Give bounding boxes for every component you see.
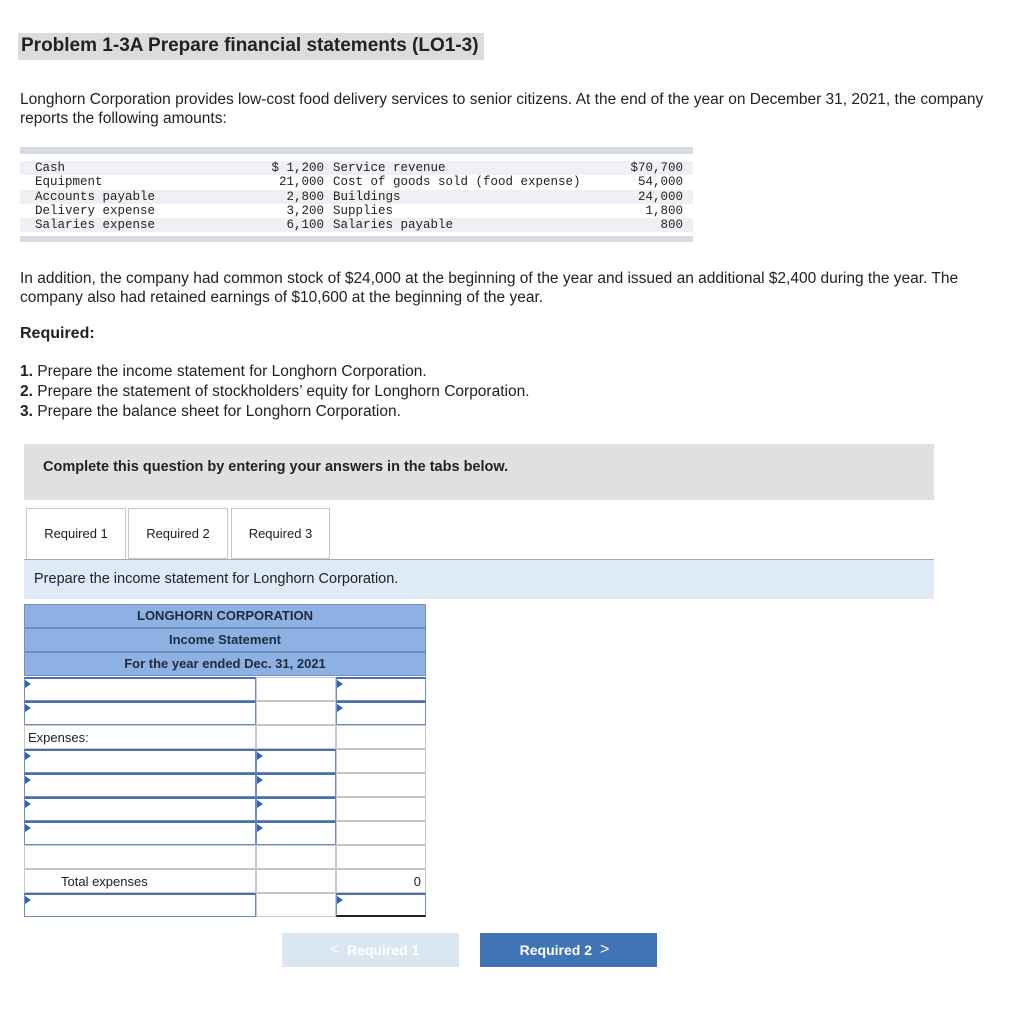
tab-required-1[interactable]: Required 1: [26, 508, 126, 559]
requirements-list: [20, 362, 530, 422]
table-row: [24, 869, 426, 893]
revenue-amount-input[interactable]: [336, 677, 426, 701]
expense-account-select-4[interactable]: [24, 821, 256, 845]
revenue-amount-input-2[interactable]: [336, 701, 426, 725]
prev-required-button[interactable]: < Required 1: [282, 933, 459, 967]
revenue-account-select[interactable]: [24, 677, 256, 701]
net-income-input[interactable]: [336, 893, 426, 917]
tab-required-2[interactable]: Required 2: [128, 508, 228, 559]
account-name: Equipment: [35, 175, 103, 190]
table-row: [24, 845, 426, 869]
tab-instruction: Prepare the income statement for Longhorn Corporation.: [24, 560, 934, 599]
table-row: [24, 893, 426, 917]
net-income-select[interactable]: [24, 893, 256, 917]
account-name: Cost of goods sold (food expense): [333, 175, 581, 190]
requirement-2: 2. Prepare the statement of stockholders’ equity for Longhorn Corporation.: [20, 383, 530, 400]
statement-company: LONGHORN CORPORATION: [24, 604, 426, 628]
table-row: [24, 725, 426, 749]
account-name: Accounts payable: [35, 189, 156, 204]
account-name: Supplies: [333, 203, 394, 218]
account-amount: 21,000: [278, 175, 324, 190]
table-row: [24, 677, 426, 701]
table-row: [24, 797, 426, 821]
account-name: Salaries expense: [35, 218, 156, 233]
chevron-right-icon: >: [600, 941, 610, 958]
table-row: [24, 821, 426, 845]
account-name: Delivery expense: [35, 203, 156, 218]
additional-info: In addition, the company had common stock of $24,000 at the beginning of the year and issued an additional $2,400 during the year. The company also had retained earnings of $10,600 at the beginning of the year.: [20, 270, 959, 306]
account-amount: 24,000: [637, 189, 683, 204]
revenue-account-select-2[interactable]: [24, 701, 256, 725]
expense-account-select-3[interactable]: [24, 797, 256, 821]
chevron-left-icon: <: [329, 941, 339, 958]
account-name: Buildings: [333, 189, 401, 204]
total-expenses-label: Total expenses: [61, 874, 148, 889]
account-data-table: [20, 147, 693, 242]
expense-amount-input-1[interactable]: [256, 749, 336, 773]
account-amount: 3,200: [286, 203, 324, 218]
account-amount: $70,700: [630, 161, 683, 175]
requirement-1: 1. Prepare the income statement for Longhorn Corporation.: [20, 363, 427, 380]
expense-amount-input-3[interactable]: [256, 797, 336, 821]
statement-name: Income Statement: [24, 628, 426, 652]
expense-account-select-1[interactable]: [24, 749, 256, 773]
account-name: Cash: [35, 161, 66, 175]
expense-amount-input-2[interactable]: [256, 773, 336, 797]
problem-intro: Longhorn Corporation provides low-cost food delivery services to senior citizens. At the end of the year on December 31, 2021, the company reports the following amounts:: [20, 91, 984, 127]
total-expenses-value: 0: [413, 874, 421, 889]
account-amount: 54,000: [637, 175, 683, 190]
problem-title: Problem 1-3A Prepare financial statements (LO1-3): [18, 33, 484, 60]
account-name: Service revenue: [333, 161, 446, 175]
requirement-3: 3. Prepare the balance sheet for Longhorn Corporation.: [20, 403, 401, 420]
expense-account-select-2[interactable]: [24, 773, 256, 797]
table-row: [24, 749, 426, 773]
account-amount: 800: [660, 218, 683, 233]
statement-period: For the year ended Dec. 31, 2021: [24, 652, 426, 676]
expense-amount-input-4[interactable]: [256, 821, 336, 845]
account-name: Salaries payable: [333, 218, 454, 233]
table-row: [24, 773, 426, 797]
account-amount: 1,800: [645, 203, 683, 218]
account-amount: $ 1,200: [271, 161, 324, 175]
expenses-label: Expenses:: [28, 730, 89, 745]
account-amount: 2,800: [286, 189, 324, 204]
tab-required-3[interactable]: Required 3: [231, 508, 330, 559]
instructions-banner: Complete this question by entering your answers in the tabs below.: [24, 444, 934, 500]
next-required-button[interactable]: Required 2 >: [480, 933, 657, 967]
account-amount: 6,100: [286, 218, 324, 233]
required-heading: Required:: [20, 325, 95, 342]
table-row: [24, 701, 426, 725]
